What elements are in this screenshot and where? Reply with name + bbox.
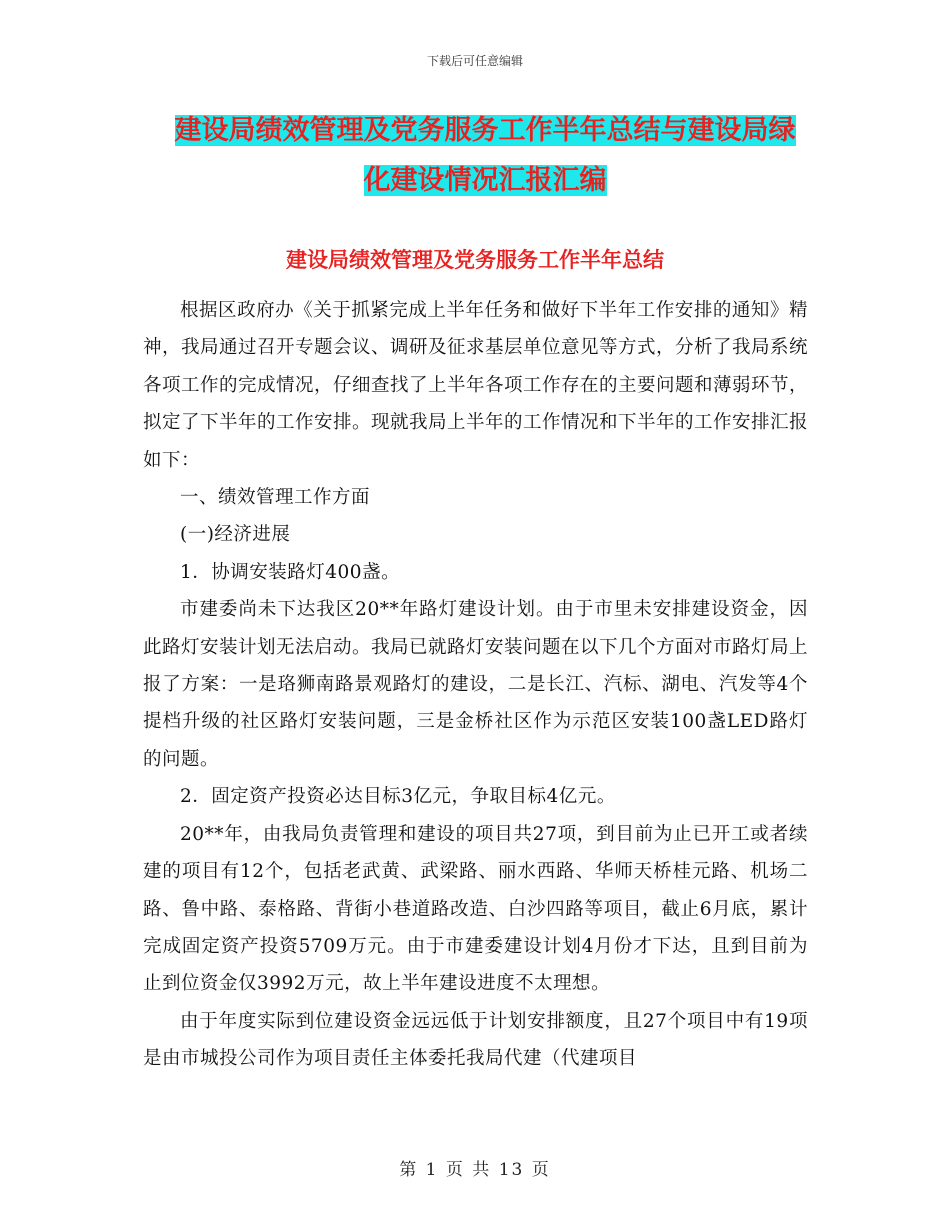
- heading-level-1: 一、绩效管理工作方面: [180, 487, 371, 509]
- paragraph: 市建委尚未下达我区20**年路灯建设计划。由于市里未安排建设资金，因此路灯安装计划无法启动。我局已就路灯安装问题在以下几个方面对市路灯局上报了方案：一是珞狮南路景观路灯的建设，二是长江、汽标、湖电、汽发等4个提档升级的社区路灯安装问题，三是金桥社区作为示范区安装100盏LED路灯的问题。: [143, 599, 809, 770]
- paragraph: 20**年，由我局负责管理和建设的项目共27项，到目前为止已开工或者续建的项目有12个，包括老武黄、武梁路、丽水西路、华师天桥桂元路、机场二路、鲁中路、泰格路、背街小巷道路改造、白沙四路等项目，截止6月底，累计完成固定资产投资5709万元。由于市建委建设计划4月份才下达，且到目前为止到位资金仅3992万元，故上半年建设进度不太理想。: [143, 823, 808, 995]
- document-title: [140, 106, 830, 206]
- list-item: 1．协调安装路灯400盏。: [180, 561, 401, 583]
- document-title-line-1: 建设局绩效管理及党务服务工作半年总结与建设局绿: [174, 115, 796, 146]
- document-title-line-2: 化建设情况汇报汇编: [363, 165, 607, 196]
- header-note: 下载后可任意编辑: [426, 54, 523, 68]
- paragraph: 由于年度实际到位建设资金远远低于计划安排额度，且27个项目中有19项是由市城投公司作为项目责任主体委托我局代建（代建项目: [143, 1010, 808, 1070]
- heading-level-2: (一)经济进展: [180, 524, 291, 546]
- page-footer: 第 1 页 共 13 页: [399, 1160, 551, 1180]
- document-body: [143, 292, 808, 1078]
- section-title: 建设局绩效管理及党务服务工作半年总结: [286, 248, 664, 272]
- list-item: 2．固定资产投资必达目标3亿元，争取目标4亿元。: [180, 786, 616, 808]
- paragraph: 根据区政府办《关于抓紧完成上半年任务和做好下半年工作安排的通知》精神，我局通过召开专题会议、调研及征求基层单位意见等方式，分析了我局系统各项工作的完成情况，仔细查找了上半年各项工作存在的主要问题和薄弱环节，拟定了下半年的工作安排。现就我局上半年的工作情况和下半年的工作安排汇报如下：: [143, 300, 809, 471]
